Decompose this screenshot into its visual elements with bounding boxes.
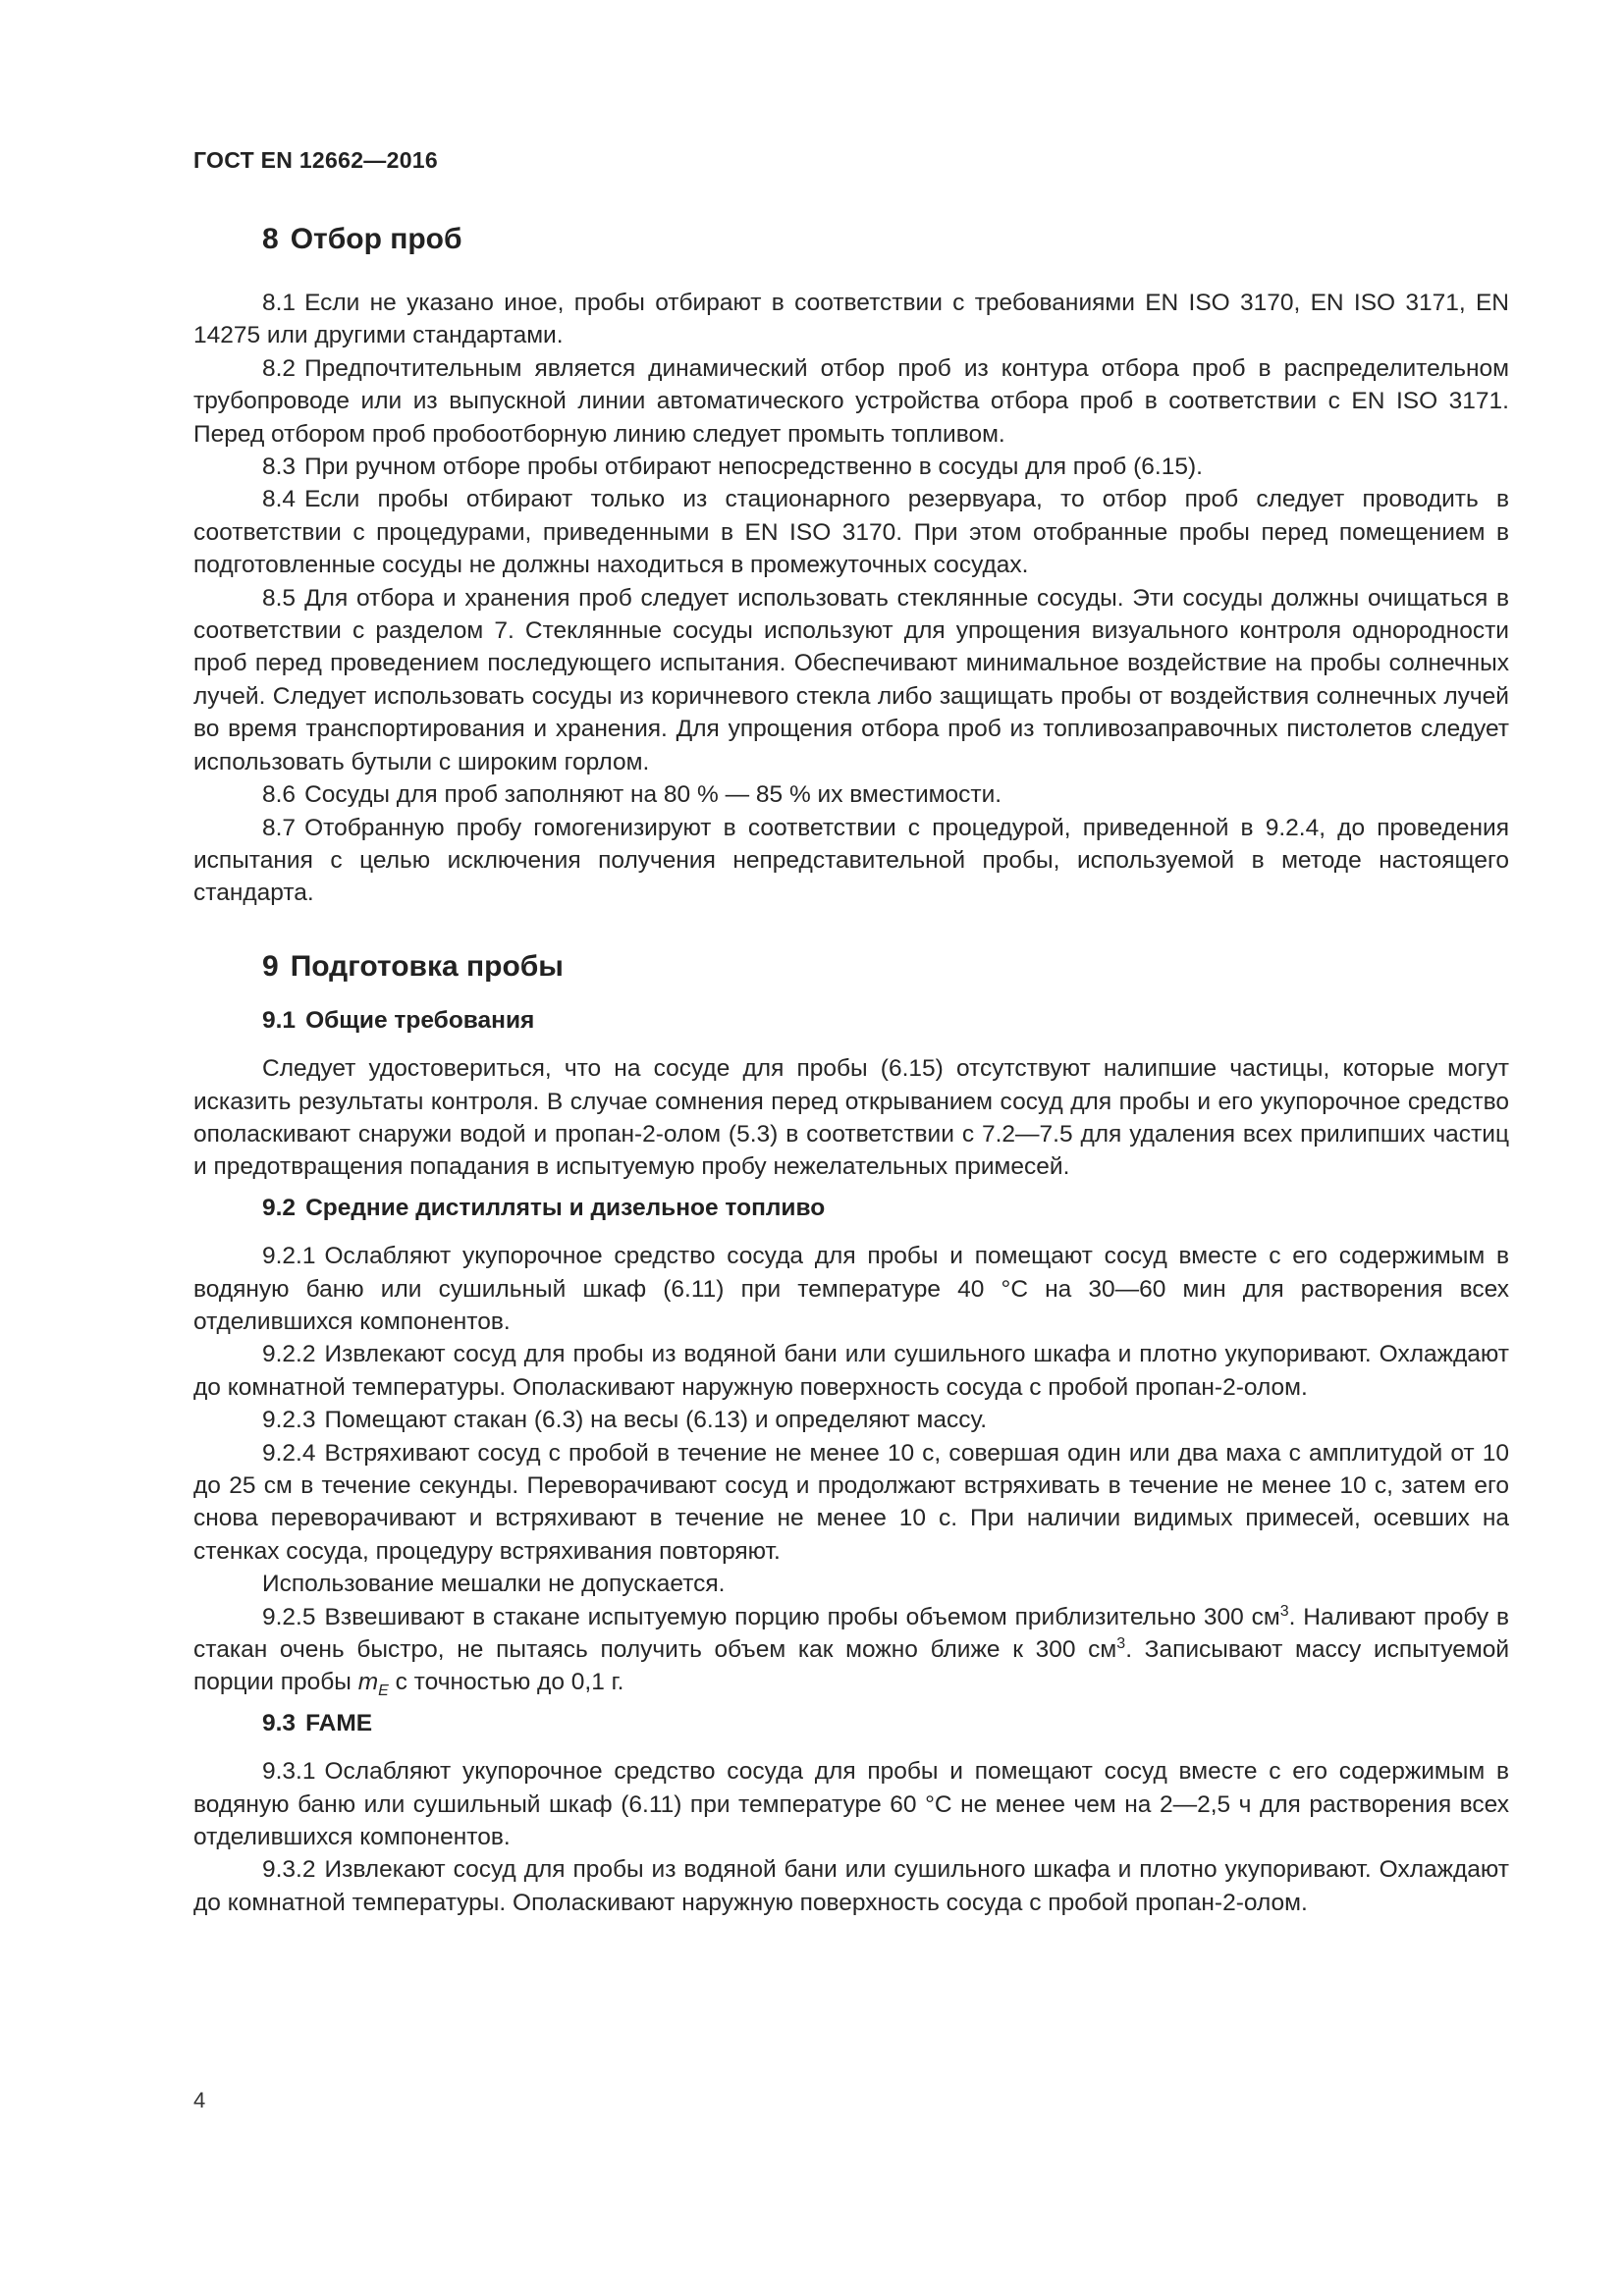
clause-text: . Записывают массу испытуемой порции пробы bbox=[193, 1636, 1510, 1696]
paragraph-8-5 bbox=[193, 582, 1509, 778]
paragraph-9-2-4-note: Использование мешалки не допускается. bbox=[262, 1571, 726, 1598]
paragraph-8-2 bbox=[193, 352, 1509, 451]
clause-text: . Наливают пробу в стакан очень быстро, не пытаясь получить объем как можно ближе к 300 см bbox=[193, 1603, 1509, 1664]
clause-number: 8.2 bbox=[262, 354, 297, 382]
variable-subscript bbox=[378, 1682, 389, 1699]
subsection-title: Средние дистилляты и дизельное топливо bbox=[305, 1194, 826, 1221]
clause-number: 8.7 bbox=[262, 814, 297, 841]
clause-number: 8.3 bbox=[262, 454, 297, 481]
clause-text: Взвешивают в стакане испытуемую порцию пробы объемом приблизительно 300 см bbox=[324, 1603, 1280, 1630]
paragraph-9-1: Следует удостовериться, что на сосуде для пробы (6.15) отсутствуют налипшие частицы, которые могут исказить результаты контроля. В случае сомнения перед открыванием сосуд для пробы и его укупорочное средство ополаскивают снаружи водой и пропан-2-олом (5.3) в соответствии с 7.2—7.5 для удаления всех прилипших частиц и предотвращения попадания в испытуемую пробу нежелательных примесей. bbox=[193, 1055, 1509, 1181]
clause-number: 8.5 bbox=[262, 584, 297, 612]
mass-variable: m bbox=[357, 1669, 379, 1696]
clause-number: 9.2.5 bbox=[262, 1603, 316, 1630]
clause-number: 9.2.1 bbox=[262, 1243, 316, 1270]
clause-number: 9.3.1 bbox=[262, 1758, 316, 1786]
paragraph-8-7 bbox=[193, 812, 1509, 910]
clause-text: Для отбора и хранения проб следует использовать стеклянные сосуды. Эти сосуды должны очищаться в соответствии с разделом 7. Стеклянные сосуды используют для упрощения визуального контроля однородности проб перед проведением последующего испытания. Обеспечивают минимальное воздействие на пробы солнечных лучей. Следует использовать сосуды из коричневого стекла либо защищать пробы от воздействия солнечных лучей во время транспортирования и хранения. Для упрощения отбора проб из топливозаправочных пистолетов следует использовать бутыли с широким горлом. bbox=[193, 584, 1509, 775]
paragraph-8-1 bbox=[193, 287, 1509, 352]
paragraph-9-3-1 bbox=[193, 1755, 1509, 1853]
clause-number: 9.2.2 bbox=[262, 1341, 316, 1368]
paragraph-9-2-5 bbox=[193, 1601, 1509, 1699]
section-9-heading bbox=[193, 947, 1509, 987]
subsection-9-3-heading bbox=[193, 1707, 1509, 1739]
paragraph-9-2-3 bbox=[193, 1404, 1509, 1436]
paragraph-8-4 bbox=[193, 483, 1509, 581]
section-title: Подготовка пробы bbox=[290, 949, 564, 983]
clause-number: 8.6 bbox=[262, 781, 297, 809]
subsection-title: Общие требования bbox=[305, 1006, 535, 1034]
clause-text: Если не указано иное, пробы отбирают в соответствии с требованиями EN ISO 3170, EN ISO 3171, EN 14275 или другими стандартами. bbox=[193, 290, 1509, 349]
subsection-title: FAME bbox=[305, 1709, 373, 1736]
clause-text: Сосуды для проб заполняют на 80 % — 85 % их вместимости. bbox=[304, 781, 1002, 809]
subsection-number: 9.1 bbox=[262, 1006, 297, 1034]
clause-text: Ослабляют укупорочное средство сосуда для пробы и помещают сосуд вместе с его содержимым в водяную баню или сушильный шкаф (6.11) при температуре 60 °С не менее чем на 2—2,5 ч для растворения всех отделившихся компонентов. bbox=[193, 1758, 1509, 1851]
page-number: 4 bbox=[193, 2088, 206, 2112]
clause-text: с точностью до 0,1 г. bbox=[388, 1669, 624, 1696]
document-header: ГОСТ EN 12662—2016 bbox=[193, 147, 438, 173]
clause-text: Извлекают сосуд для пробы из водяной бани или сушильного шкафа и плотно укупоривают. Охлаждают до комнатной температуры. Ополаскивают наружную поверхность сосуда с пробой пропан-2-олом. bbox=[193, 1341, 1509, 1401]
clause-number: 8.4 bbox=[262, 486, 297, 513]
clause-text: Ослабляют укупорочное средство сосуда для пробы и помещают сосуд вместе с его содержимым в водяную баню или сушильный шкаф (6.11) при температуре 40 °С на 30—60 мин для растворения всех отделившихся компонентов. bbox=[193, 1243, 1509, 1335]
section-title: Отбор проб bbox=[290, 223, 462, 255]
superscript: 3 bbox=[1279, 1602, 1289, 1620]
paragraph-9-2-4 bbox=[193, 1437, 1509, 1569]
paragraph-8-6 bbox=[193, 778, 1509, 811]
clause-number: 9.2.3 bbox=[262, 1407, 316, 1434]
clause-text: Отобранную пробу гомогенизируют в соответствии с процедурой, приведенной в 9.2.4, до проведения испытания с целью исключения получения непредставительной пробы, используемой в методе настоящего стандарта. bbox=[193, 814, 1509, 907]
subscript-letter: E bbox=[378, 1682, 389, 1700]
subsection-number: 9.3 bbox=[262, 1709, 297, 1736]
clause-text: Помещают стакан (6.3) на весы (6.13) и определяют массу. bbox=[324, 1407, 988, 1434]
page-content bbox=[193, 220, 1509, 1919]
paragraph-8-3 bbox=[193, 451, 1509, 483]
clause-text: При ручном отборе пробы отбирают непосредственно в сосуды для проб (6.15). bbox=[304, 454, 1203, 481]
clause-number: 8.1 bbox=[262, 290, 297, 316]
section-8-heading bbox=[193, 220, 1509, 259]
clause-text: Встряхивают сосуд с пробой в течение не менее 10 с, совершая один или два маха с амплитудой от 10 до 25 см в течение секунды. Переворачивают сосуд и продолжают встряхивать в течение не менее 10 с, затем его снова переворачивают и встряхивают в течение не менее 10 с. При наличии видимых примесей, осевших на стенках сосуда, процедуру встряхивания повторяют. bbox=[193, 1439, 1509, 1565]
section-number: 9 bbox=[262, 949, 279, 983]
clause-text: Если пробы отбирают только из стационарного резервуара, то отбор проб следует проводить в соответствии с процедурами, приведенными в EN ISO 3170. При этом отобранные пробы перед помещением в подготовленные сосуды не должны находиться в промежуточных сосудах. bbox=[193, 486, 1509, 579]
subsection-number: 9.2 bbox=[262, 1194, 297, 1221]
paragraph-9-2-1 bbox=[193, 1240, 1509, 1338]
subsection-9-1-heading bbox=[193, 1004, 1509, 1037]
clause-text: Предпочтительным является динамический отбор проб из контура отбора проб в распределительном трубопроводе или из выпускной линии автоматического устройства отбора проб в соответствии с EN ISO 3171. Перед отбором проб пробоотборную линию следует промыть топливом. bbox=[193, 354, 1509, 448]
clause-number: 9.2.4 bbox=[262, 1439, 316, 1467]
clause-number: 9.3.2 bbox=[262, 1856, 316, 1884]
clause-text: Извлекают сосуд для пробы из водяной бани или сушильного шкафа и плотно укупоривают. Охлаждают до комнатной температуры. Ополаскивают наружную поверхность сосуда с пробой пропан-2-олом. bbox=[193, 1856, 1509, 1916]
subsection-9-2-heading bbox=[193, 1192, 1509, 1224]
superscript: 3 bbox=[1116, 1634, 1126, 1652]
paragraph-9-2-2 bbox=[193, 1338, 1509, 1404]
paragraph-9-3-2 bbox=[193, 1853, 1509, 1919]
section-number: 8 bbox=[262, 223, 279, 255]
